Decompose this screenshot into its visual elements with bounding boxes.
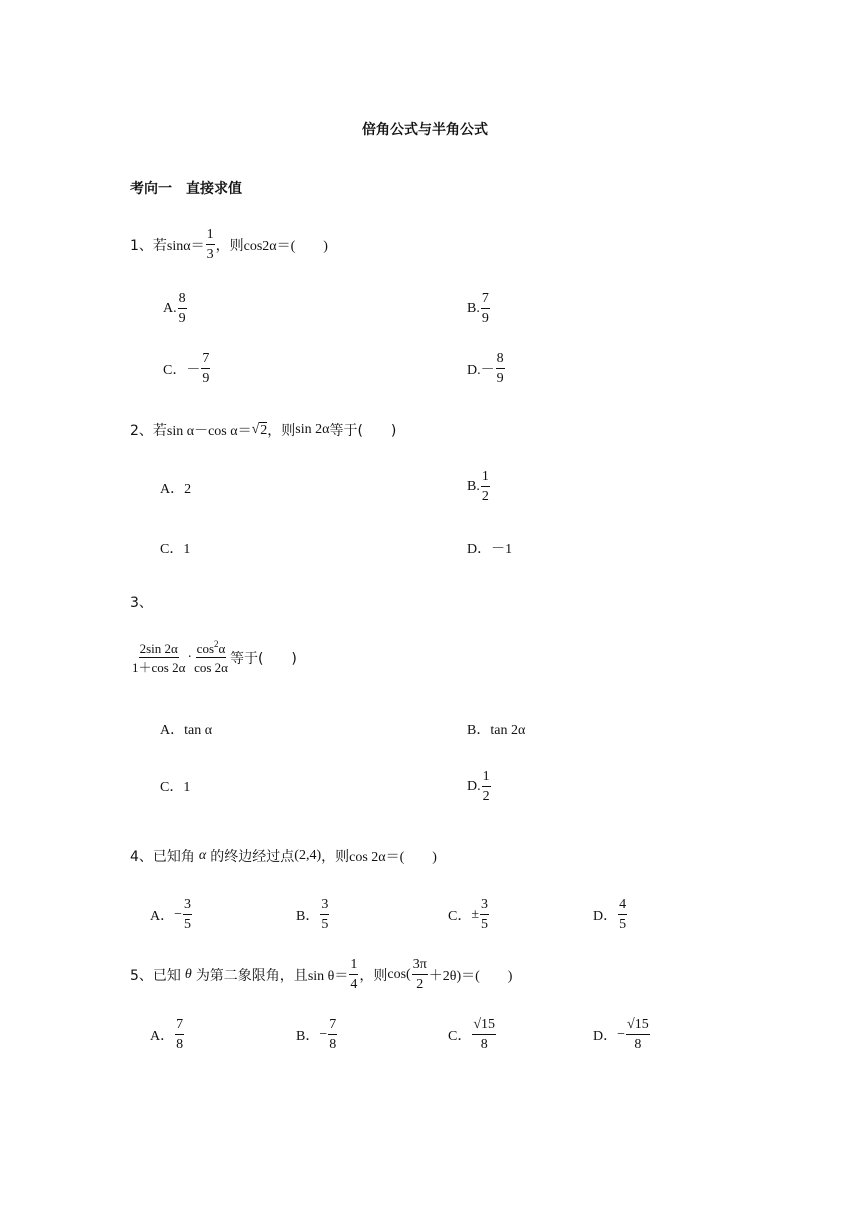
q2-option-b[interactable] (467, 470, 491, 504)
q2-suffix: 等于( ) (329, 423, 397, 439)
q4-option-b[interactable] (296, 898, 330, 932)
q1-fraction (206, 228, 215, 262)
f2-num-base: cos (196, 641, 215, 656)
q1-expr: cos2α＝( ) (243, 239, 328, 254)
option-label: D. (467, 779, 481, 794)
q5-option-d[interactable] (593, 1018, 651, 1052)
option-label: C． (448, 1029, 472, 1044)
option-label: C．1 (160, 542, 191, 557)
q3-fraction-2 (193, 639, 229, 675)
f2-num-sup: 2 (214, 639, 219, 649)
option-label: B. (467, 301, 480, 316)
option-fraction (178, 292, 187, 326)
option-fraction (472, 1018, 496, 1052)
q4-point: (2,4) (294, 848, 322, 863)
option-label: B．tan 2α (467, 723, 526, 738)
question-4 (130, 846, 437, 866)
option-fraction (496, 352, 505, 386)
q4-mid: ，则 (321, 849, 350, 865)
question-1 (130, 228, 328, 262)
q2-sqrt-arg: 2 (260, 422, 268, 438)
option-label: D． (593, 1029, 618, 1044)
frac-den: 5 (481, 917, 489, 932)
option-label: C．1 (160, 780, 191, 795)
option-sign: − (319, 1027, 328, 1042)
q2-mid: ，则 (267, 423, 296, 439)
q5-mid: ，则 (359, 968, 388, 984)
frac-num: 3π (412, 958, 428, 975)
option-fraction (626, 1018, 650, 1052)
frac-num: √15 (472, 1018, 496, 1035)
option-label: A. (163, 301, 177, 316)
q5-text: 为第二象限角，且 (195, 968, 308, 984)
q2-expr2: sin 2α (295, 422, 330, 437)
q1-option-b[interactable] (467, 292, 491, 326)
option-fraction (201, 352, 210, 386)
question-2 (130, 420, 396, 440)
option-fraction (320, 898, 329, 932)
option-label: B. (467, 479, 480, 494)
frac-den: 9 (496, 371, 504, 386)
frac-den: 4 (350, 977, 358, 992)
option-label: B． (296, 1029, 320, 1044)
sqrt-symbol: √ (251, 422, 260, 437)
q3-dot: · (187, 650, 193, 665)
q3-f1-den: 1＋cos 2α (132, 660, 186, 675)
q3-option-a[interactable] (160, 719, 212, 739)
option-label: A． (150, 909, 175, 924)
q1-prefix: 1、若 (130, 238, 167, 254)
q1-option-d[interactable] (467, 352, 506, 386)
option-fraction (183, 898, 192, 932)
q4-var: α (198, 848, 207, 863)
q5-option-a[interactable] (150, 1018, 185, 1052)
q3-f2-den: cos 2α (194, 660, 228, 675)
frac-num: 7 (175, 1018, 184, 1035)
option-label: D．－1 (467, 542, 513, 557)
frac-den: 9 (202, 371, 210, 386)
frac-num: 7 (328, 1018, 337, 1035)
frac-num: 3 (183, 898, 192, 915)
frac-den: 5 (184, 917, 192, 932)
frac-num: 4 (618, 898, 627, 915)
q1-option-a[interactable] (163, 292, 188, 326)
q5-expr-post: ＋2θ)＝( ) (428, 969, 513, 984)
page-title: 倍角公式与半角公式 (362, 122, 488, 138)
frac-num: 1 (481, 470, 490, 487)
q3-prefix: 3、 (130, 595, 153, 611)
frac-den: 5 (619, 917, 627, 932)
option-label: D． (593, 909, 618, 924)
question-3 (130, 639, 297, 675)
option-sign: − (174, 907, 183, 922)
q3-suffix: 等于( ) (229, 651, 297, 667)
q2-option-d[interactable] (467, 538, 512, 558)
question-5 (130, 958, 512, 992)
option-label: A． (150, 1029, 175, 1044)
frac-num: 8 (496, 352, 505, 369)
q2-option-c[interactable] (160, 538, 190, 558)
q5-cond: sin θ＝ (307, 969, 349, 984)
q5-cond-fraction (349, 958, 358, 992)
q4-option-c[interactable] (448, 898, 490, 932)
f2-num-var: α (218, 641, 226, 656)
q3-option-b[interactable] (467, 719, 525, 739)
frac-num: 8 (178, 292, 187, 309)
q3-f1-num: 2sin 2α (139, 641, 178, 656)
q2-expr: sin α－cos α＝ (166, 424, 252, 439)
section-heading: 考向一 直接求值 (130, 181, 242, 197)
q2-prefix: 2、若 (130, 423, 167, 439)
q2-option-a[interactable] (160, 478, 191, 498)
frac-num: 3 (480, 898, 489, 915)
frac-den: 5 (321, 917, 329, 932)
frac-den: 8 (329, 1037, 337, 1052)
option-label: B． (296, 909, 320, 924)
frac-num: √15 (626, 1018, 650, 1035)
q1-frac-num: 1 (206, 228, 215, 245)
option-fraction (175, 1018, 184, 1052)
q3-option-c[interactable] (160, 776, 190, 796)
q1-option-c[interactable] (163, 352, 211, 386)
frac-den: 8 (480, 1037, 488, 1052)
option-fraction (480, 898, 489, 932)
frac-num: 1 (482, 770, 491, 787)
frac-num: 7 (481, 292, 490, 309)
frac-den: 2 (416, 977, 424, 992)
frac-den: 9 (481, 311, 489, 326)
option-label: C． (448, 909, 472, 924)
option-label: A．tan α (160, 723, 213, 738)
q5-option-b[interactable] (296, 1018, 338, 1052)
q3-f2-num (196, 639, 227, 658)
frac-num: 7 (201, 352, 210, 369)
frac-den: 2 (481, 489, 489, 504)
q1-cond: sinα＝ (166, 239, 205, 254)
q1-mid: ，则 (215, 238, 244, 254)
q5-option-c[interactable] (448, 1018, 497, 1052)
q4-prefix: 4、已知角 (130, 849, 195, 865)
q3-option-d[interactable] (467, 770, 492, 804)
q4-option-d[interactable] (593, 898, 628, 932)
option-label: C．－ (163, 363, 201, 378)
frac-den: 8 (176, 1037, 184, 1052)
q1-frac-den: 3 (206, 247, 214, 262)
option-fraction (481, 470, 490, 504)
q5-prefix: 5、已知 (130, 968, 181, 984)
option-fraction (481, 292, 490, 326)
option-fraction (618, 898, 627, 932)
q4-option-a[interactable] (150, 898, 193, 932)
q4-expr: cos 2α＝( ) (349, 850, 437, 865)
q5-var: θ (184, 967, 192, 982)
q4-text: 的终边经过点 (210, 849, 295, 865)
option-fraction (482, 770, 491, 804)
q3-fraction-1 (131, 642, 186, 674)
option-sign: − (617, 1027, 626, 1042)
option-sign: ± (471, 907, 480, 922)
frac-den: 9 (178, 311, 186, 326)
option-fraction (328, 1018, 337, 1052)
option-label: D.－ (467, 363, 495, 378)
option-label: A．2 (160, 482, 192, 497)
frac-num: 3 (320, 898, 329, 915)
q5-expr-fraction (412, 958, 428, 992)
frac-den: 8 (634, 1037, 642, 1052)
frac-den: 2 (482, 789, 490, 804)
q5-expr-pre: cos( (387, 967, 411, 982)
frac-num: 1 (349, 958, 358, 975)
